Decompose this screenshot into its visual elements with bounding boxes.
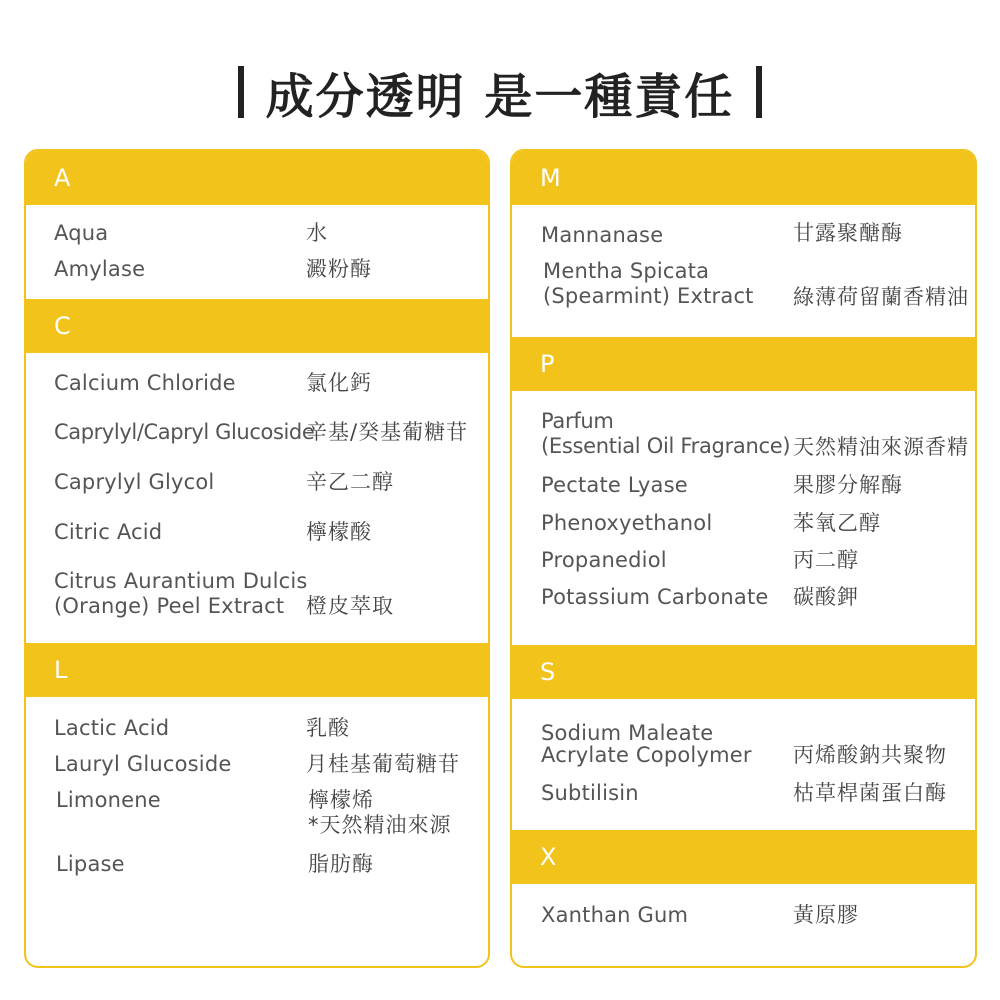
title-text: 成分透明 是一種責任 (265, 68, 735, 125)
ingredient-en: Lipase (56, 852, 125, 876)
ingredient-zh: 丙二醇 (793, 548, 859, 572)
section-header-x: X (512, 830, 975, 884)
title-bar-left (238, 66, 244, 118)
ingredient-zh: 橙皮萃取 (306, 594, 394, 618)
ingredient-en: Lactic Acid (54, 716, 170, 740)
ingredient-en: Citric Acid (54, 520, 163, 544)
ingredient-zh: 檸檬酸 (306, 520, 372, 544)
section-header-l: L (26, 643, 488, 697)
section-header-m: M (512, 151, 975, 205)
ingredient-en: Aqua (54, 221, 109, 245)
ingredient-zh: 月桂基葡萄糖苷 (306, 752, 460, 776)
ingredient-zh: 水 (306, 221, 328, 245)
ingredient-zh: 澱粉酶 (306, 257, 372, 281)
ingredient-en: Potassium Carbonate (541, 585, 769, 609)
section-header-p: P (512, 337, 975, 391)
ingredient-zh: 氯化鈣 (306, 371, 372, 395)
ingredient-en: Limonene (56, 788, 161, 812)
section-header-c: C (26, 299, 488, 353)
ingredient-en: Xanthan Gum (541, 903, 689, 927)
ingredient-zh: 天然精油來源香精 (793, 435, 969, 459)
ingredient-en: Amylase (54, 257, 146, 281)
ingredient-en: Caprylyl Glycol (54, 470, 215, 494)
ingredient-en: Calcium Chloride (54, 371, 236, 395)
page-title (0, 62, 1000, 125)
section-header-s: S (512, 645, 975, 699)
ingredient-zh: 丙烯酸鈉共聚物 (793, 743, 947, 767)
ingredient-panel-right (510, 149, 977, 968)
ingredient-en: Parfum (Essential Oil Fragrance) (541, 409, 791, 458)
ingredient-en: Propanediol (541, 548, 667, 572)
ingredient-en: Sodium Maleate Acrylate Copolymer (541, 721, 752, 767)
ingredient-zh: 綠薄荷留蘭香精油 (793, 285, 969, 309)
title-bar-right (756, 66, 762, 118)
ingredient-panel-left (24, 149, 490, 968)
ingredient-zh: 脂肪酶 (308, 852, 374, 876)
ingredient-zh: 黃原膠 (793, 903, 859, 927)
section-header-a: A (26, 151, 488, 205)
ingredient-zh: 碳酸鉀 (793, 585, 859, 609)
ingredient-zh: 甘露聚醣酶 (793, 221, 903, 245)
ingredient-en: Subtilisin (541, 781, 639, 805)
ingredient-zh: 乳酸 (306, 716, 350, 740)
ingredient-zh: 苯氧乙醇 (793, 511, 881, 535)
ingredient-en: Phenoxyethanol (541, 511, 713, 535)
ingredient-en: Citrus Aurantium Dulcis (Orange) Peel Extract (54, 569, 308, 618)
ingredient-zh: 枯草桿菌蛋白酶 (793, 781, 947, 805)
ingredient-en: Mentha Spicata (Spearmint) Extract (543, 259, 754, 308)
ingredient-zh: 果膠分解酶 (793, 473, 903, 497)
ingredient-zh: 辛基/癸基葡糖苷 (306, 420, 469, 444)
ingredient-en: Lauryl Glucoside (54, 752, 232, 776)
ingredient-en: Mannanase (541, 223, 664, 247)
ingredient-zh: 辛乙二醇 (306, 470, 394, 494)
ingredient-en: Pectate Lyase (541, 473, 688, 497)
ingredient-en: Caprylyl/Capryl Glucoside (54, 420, 315, 444)
ingredient-zh: 檸檬烯 *天然精油來源 (308, 788, 452, 837)
